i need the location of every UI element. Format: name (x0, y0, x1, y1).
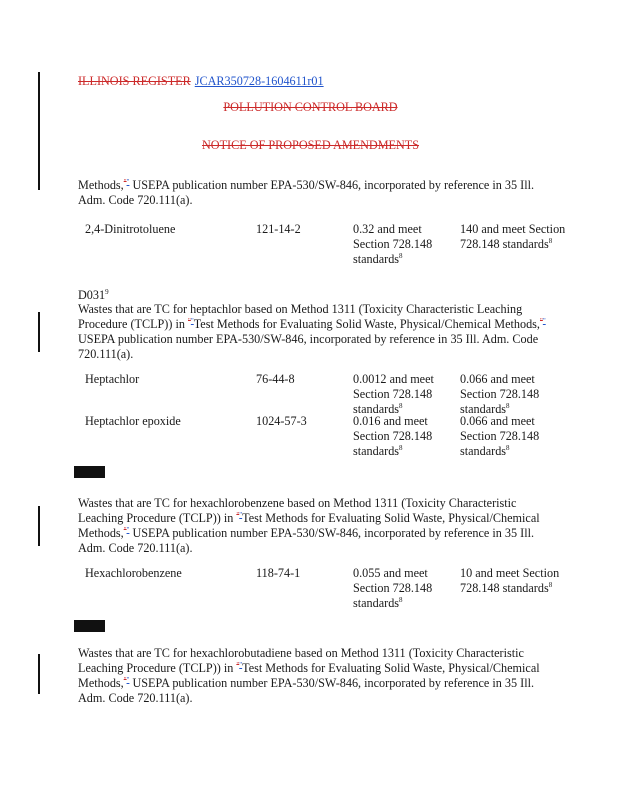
notice-heading: NOTICE OF PROPOSED AMENDMENTS (201, 138, 420, 152)
waste-code-d031: $D031^9$ (78, 287, 109, 302)
cas-number: 121-14-2 (256, 222, 301, 236)
table-row (0, 566, 621, 612)
register-heading (78, 74, 324, 89)
table-row (0, 372, 621, 418)
change-bar (38, 506, 40, 546)
board-heading: POLLUTION CONTROL BOARD (223, 100, 398, 114)
nonwastewater-standard: 0.066 and meet Section 728.148 standards$^8$ (460, 372, 540, 416)
constituent-name: Heptachlor (85, 372, 140, 386)
nonwastewater-standard: 140 and meet Section 728.148 standards$^8$ (460, 222, 566, 251)
register-inserted-text: JCAR350728-1604611r01 (194, 74, 324, 88)
redacted-waste-code (74, 620, 105, 632)
cas-number: 1024-57-3 (256, 414, 307, 428)
constituent-name: Hexachlorobenzene (85, 566, 182, 580)
table-row (0, 222, 621, 268)
wastewater-standard: 0.016 and meet Section 728.148 standards$^8$ (353, 414, 433, 458)
cas-number: 76-44-8 (256, 372, 295, 386)
table-row (0, 414, 621, 460)
wastewater-standard: 0.32 and meet Section 728.148 standards$^8$ (353, 222, 433, 266)
wastewater-standard: 0.0012 and meet Section 728.148 standards$^8$ (353, 372, 434, 416)
redacted-waste-code (74, 466, 105, 478)
cas-number: 118-74-1 (256, 566, 301, 580)
wastewater-standard: 0.055 and meet Section 728.148 standards$^8$ (353, 566, 433, 610)
nonwastewater-standard: 0.066 and meet Section 728.148 standards$^8$ (460, 414, 540, 458)
change-bar (38, 72, 40, 190)
nonwastewater-standard: 10 and meet Section 728.148 standards$^8$ (460, 566, 560, 595)
constituent-name: 2,4-Dinitrotoluene (85, 222, 176, 236)
constituent-name: Heptachlor epoxide (85, 414, 181, 428)
change-bar (38, 312, 40, 352)
d031-paragraph: Wastes that are TC for heptachlor based on Method 1311 (Toxicity Characteristic Leaching Procedure (TCLP)) in ""Test Methods for Evaluating Solid Waste, Physical/Chemical Methods,"" USEPA publication number EPA-530/SW-846, incorporated by reference in 35 Ill. Adm. Code 720.111(a). (78, 302, 546, 361)
intro-paragraph: Methods,"" USEPA publication number EPA-530/SW-846, incorporated by reference in 35 Ill. Adm. Code 720.111(a). (78, 177, 535, 207)
d032-paragraph: Wastes that are TC for hexachlorobenzene based on Method 1311 (Toxicity Characteristic Leaching Procedure (TCLP)) in ""Test Methods for Evaluating Solid Waste, Physical/Chemical Methods,"" USEPA publication number EPA-530/SW-846, incorporated by reference in 35 Ill. Adm. Code 720.111(a). (78, 496, 540, 555)
d033-paragraph: Wastes that are TC for hexachlorobutadiene based on Method 1311 (Toxicity Characteristic Leaching Procedure (TCLP)) in ""Test Methods for Evaluating Solid Waste, Physical/Chemical Methods,"" USEPA publication number EPA-530/SW-846, incorporated by reference in 35 Ill. Adm. Code 720.111(a). (78, 646, 540, 705)
register-struck-text: ILLINOIS REGISTER (78, 74, 191, 88)
change-bar (38, 654, 40, 694)
